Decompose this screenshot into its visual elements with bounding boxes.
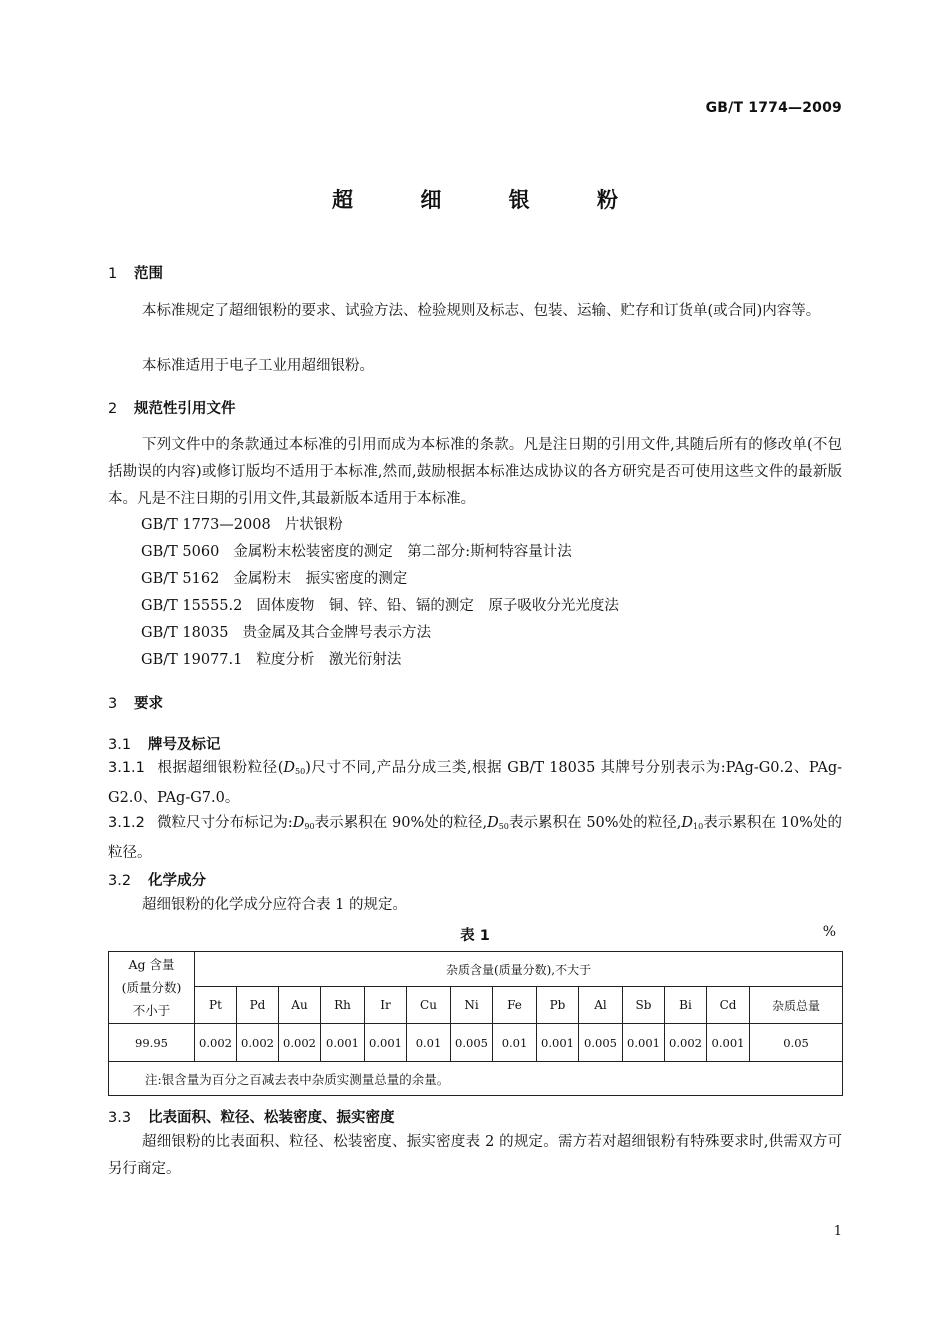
clause-text: )尺寸不同,产品分成三类,根据 GB/T 18035 其牌号分别表示为:PAg-G0.2、PAg-G2.0、PAg-G7.0。 bbox=[108, 760, 843, 806]
value-cell: 0.01 bbox=[407, 1024, 451, 1062]
ag-value-cell: 99.95 bbox=[109, 1024, 195, 1062]
subscript: 90 bbox=[304, 822, 315, 831]
standard-number: GB/T 1774—2009 bbox=[705, 100, 842, 116]
value-cell: 0.002 bbox=[665, 1024, 707, 1062]
element-header: Ni bbox=[451, 987, 493, 1024]
reference-title: 固体废物 铜、锌、铅、镉的测定 原子吸收分光光度法 bbox=[256, 598, 619, 614]
reference-title: 片状银粉 bbox=[284, 517, 343, 533]
element-header: Au bbox=[279, 987, 321, 1024]
section-number: 3 bbox=[108, 696, 118, 712]
d-symbol: D bbox=[283, 760, 296, 776]
element-header: Al bbox=[579, 987, 623, 1024]
value-cell: 0.002 bbox=[195, 1024, 237, 1062]
section-title: 牌号及标记 bbox=[148, 737, 221, 753]
reference-title: 金属粉末 振实密度的测定 bbox=[233, 571, 408, 587]
ag-content-header bbox=[109, 952, 195, 1024]
table-header-row bbox=[109, 952, 843, 987]
section-3-2-heading bbox=[108, 869, 206, 890]
document-title: 超 细 银 粉 bbox=[332, 188, 648, 212]
element-header: Rh bbox=[321, 987, 365, 1024]
value-cell: 0.001 bbox=[537, 1024, 579, 1062]
section-number: 2 bbox=[108, 401, 118, 417]
section-2-paragraph-1: 下列文件中的条款通过本标准的引用而成为本标准的条款。凡是注日期的引用文件,其随后所有的修改单(不包括勘误的内容)或修订版均不适用于本标准,然而,鼓励根据本标准达成协议的各方研究是否可使用这些文件的最新版本。凡是不注日期的引用文件,其最新版本适用于本标准。 bbox=[108, 437, 842, 507]
value-cell: 0.001 bbox=[365, 1024, 407, 1062]
clause-number: 3.1.1 bbox=[108, 760, 145, 776]
value-cell: 0.001 bbox=[707, 1024, 750, 1062]
reference-item bbox=[141, 648, 401, 669]
d-symbol: D bbox=[681, 815, 694, 831]
value-cell: 0.05 bbox=[750, 1024, 843, 1062]
element-header: Pd bbox=[237, 987, 279, 1024]
reference-code: GB/T 15555.2 bbox=[141, 598, 243, 614]
value-cell: 0.001 bbox=[623, 1024, 665, 1062]
section-3-1-heading bbox=[108, 733, 221, 754]
table-unit: % bbox=[822, 924, 836, 940]
clause-number: 3.1.2 bbox=[108, 815, 145, 831]
section-3-heading bbox=[108, 692, 163, 713]
clause-text: 微粒尺寸分布标记为: bbox=[156, 815, 293, 831]
section-number: 3.1 bbox=[108, 737, 132, 753]
subscript: 50 bbox=[295, 767, 306, 776]
section-1-heading bbox=[108, 262, 163, 283]
section-1-paragraph-2: 本标准适用于电子工业用超细银粉。 bbox=[142, 358, 374, 374]
value-cell: 0.001 bbox=[321, 1024, 365, 1062]
section-number: 1 bbox=[108, 266, 118, 282]
section-2-heading bbox=[108, 397, 236, 418]
element-header: Fe bbox=[493, 987, 537, 1024]
subscript: 10 bbox=[693, 822, 704, 831]
reference-title: 贵金属及其合金牌号表示方法 bbox=[242, 625, 432, 641]
table-row bbox=[109, 1024, 843, 1062]
value-cell: 0.005 bbox=[579, 1024, 623, 1062]
section-number: 3.2 bbox=[108, 873, 132, 889]
header-line: (质量分数) bbox=[121, 980, 182, 995]
chemical-composition-table bbox=[108, 951, 843, 1096]
value-cell: 0.01 bbox=[493, 1024, 537, 1062]
value-cell: 0.005 bbox=[451, 1024, 493, 1062]
reference-item bbox=[141, 567, 407, 588]
clause-text: 表示累积在 10%处的粒径。 bbox=[108, 815, 842, 861]
section-3-3-paragraph: 超细银粉的比表面积、粒径、松装密度、振实密度表 2 的规定。需方若对超细银粉有特殊要求时,供需双方可另行商定。 bbox=[108, 1134, 842, 1177]
reference-code: GB/T 18035 bbox=[141, 625, 229, 641]
section-title: 要求 bbox=[134, 696, 163, 712]
clause-3-1-2 bbox=[108, 810, 842, 867]
page-number: 1 bbox=[833, 1224, 842, 1239]
section-title: 范围 bbox=[134, 266, 163, 282]
impurity-header: 杂质含量(质量分数),不大于 bbox=[195, 952, 843, 987]
header-line: 不小于 bbox=[132, 1003, 171, 1018]
reference-code: GB/T 5162 bbox=[141, 571, 220, 587]
table-caption: 表 1 bbox=[460, 928, 490, 944]
element-header: Bi bbox=[665, 987, 707, 1024]
section-number: 3.3 bbox=[108, 1110, 132, 1126]
reference-item bbox=[141, 621, 431, 642]
element-header: Cd bbox=[707, 987, 750, 1024]
header-line: Ag 含量 bbox=[128, 957, 175, 972]
reference-code: GB/T 5060 bbox=[141, 544, 220, 560]
clause-text: 根据超细银粉粒径( bbox=[156, 760, 284, 776]
section-title: 化学成分 bbox=[148, 873, 206, 889]
section-1-paragraph-1: 本标准规定了超细银粉的要求、试验方法、检验规则及标志、包装、运输、贮存和订货单(或合同)内容等。 bbox=[142, 303, 821, 319]
subscript: 50 bbox=[498, 822, 509, 831]
reference-title: 粒度分析 激光衍射法 bbox=[256, 652, 402, 668]
reference-item bbox=[141, 513, 343, 534]
reference-code: GB/T 19077.1 bbox=[141, 652, 243, 668]
section-3-3-heading bbox=[108, 1106, 395, 1127]
reference-item bbox=[141, 594, 619, 615]
clause-text: 表示累积在 90%处的粒径, bbox=[314, 815, 488, 831]
section-title: 规范性引用文件 bbox=[134, 401, 236, 417]
element-header: Sb bbox=[623, 987, 665, 1024]
reference-title: 金属粉末松装密度的测定 第二部分:斯柯特容量计法 bbox=[233, 544, 572, 560]
reference-code: GB/T 1773—2008 bbox=[141, 517, 271, 533]
table-note: 注:银含量为百分之百减去表中杂质实测量总量的余量。 bbox=[109, 1062, 843, 1096]
value-cell: 0.002 bbox=[279, 1024, 321, 1062]
reference-item bbox=[141, 540, 572, 561]
element-header: Pb bbox=[537, 987, 579, 1024]
value-cell: 0.002 bbox=[237, 1024, 279, 1062]
clause-3-1-1 bbox=[108, 755, 842, 812]
element-header: Pt bbox=[195, 987, 237, 1024]
d-symbol: D bbox=[292, 815, 305, 831]
table-note-row bbox=[109, 1062, 843, 1096]
d-symbol: D bbox=[487, 815, 499, 831]
element-header: Ir bbox=[365, 987, 407, 1024]
element-header-row bbox=[109, 987, 843, 1024]
element-header: Cu bbox=[407, 987, 451, 1024]
clause-text: 表示累积在 50%处的粒径, bbox=[508, 815, 682, 831]
section-title: 比表面积、粒径、松装密度、振实密度 bbox=[148, 1110, 395, 1126]
element-header: 杂质总量 bbox=[750, 987, 843, 1024]
section-3-2-paragraph: 超细银粉的化学成分应符合表 1 的规定。 bbox=[142, 897, 407, 913]
